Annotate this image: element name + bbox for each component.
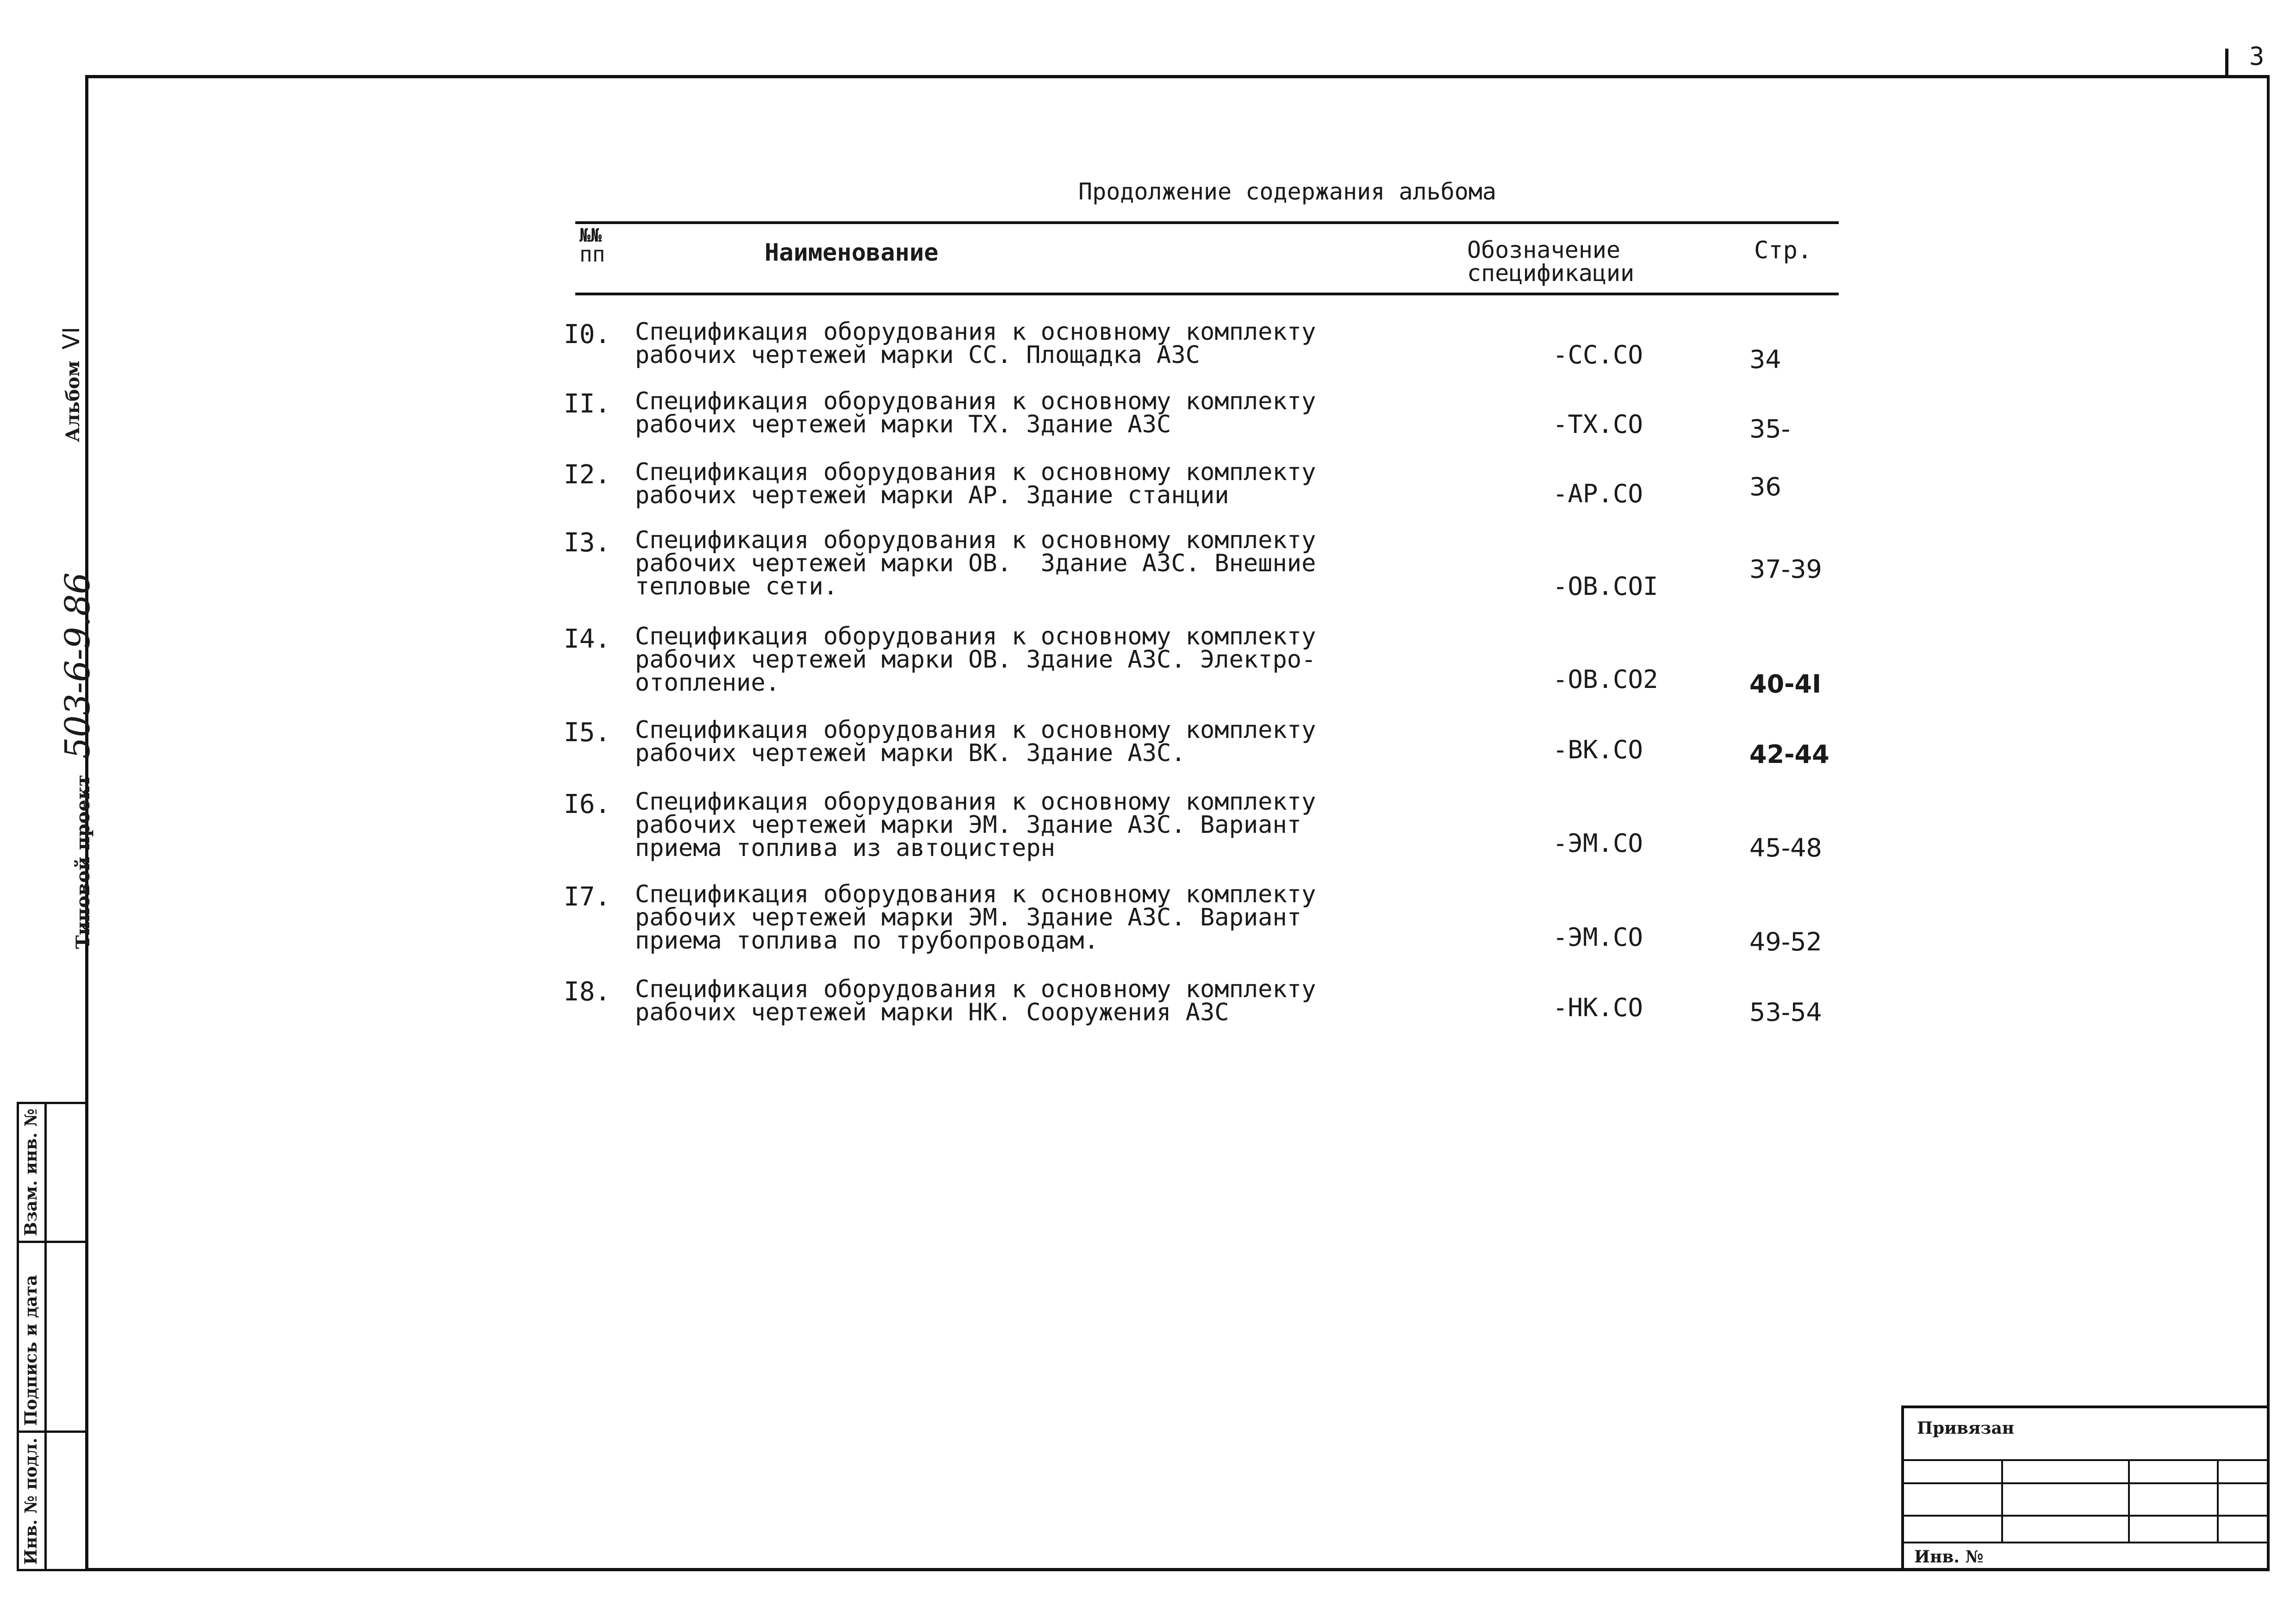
row-name: Спецификация оборудования к основному комплекту рабочих чертежей марки ТХ. Здание АЗС bbox=[635, 387, 1316, 438]
row-number: I4. bbox=[564, 624, 611, 654]
album-label: Альбом bbox=[62, 360, 84, 442]
page-number: 3 bbox=[2249, 42, 2265, 71]
row-page: 34 bbox=[1749, 345, 1781, 374]
row-number: I7. bbox=[564, 882, 611, 912]
title-block bbox=[1901, 1405, 2270, 1571]
row-page: 35- bbox=[1749, 414, 1791, 443]
row-page: 40-4I bbox=[1749, 669, 1822, 699]
row-code: -НК.СО bbox=[1553, 993, 1643, 1022]
header-number bbox=[579, 227, 605, 265]
row-code: -ЭМ.СО bbox=[1553, 923, 1643, 952]
row-number: II. bbox=[564, 389, 611, 419]
row-name: Спецификация оборудования к основному комплекту рабочих чертежей марки ОВ. Здание АЗС. Электро- отопление. bbox=[635, 623, 1316, 697]
inv-orig-caption: Инв. № подл. bbox=[21, 1437, 41, 1565]
row-page: 53-54 bbox=[1749, 998, 1822, 1027]
row-code: -ОВ.СО2 bbox=[1553, 665, 1658, 694]
row-number: I6. bbox=[564, 789, 611, 819]
row-name: Спецификация оборудования к основному комплекту рабочих чертежей марки СС. Площадка АЗС bbox=[635, 318, 1316, 369]
row-code: -ТХ.СО bbox=[1553, 410, 1643, 439]
header-name: Наименование bbox=[765, 239, 939, 267]
row-code: -ОВ.СОI bbox=[1553, 572, 1658, 601]
header-code-line1: Обозначение bbox=[1467, 237, 1621, 263]
header-number-line2: пп bbox=[579, 242, 605, 267]
inv-label: Инв. № bbox=[1914, 1547, 1984, 1567]
header-bottom-rule bbox=[575, 293, 1839, 295]
row-number: I8. bbox=[564, 977, 611, 1007]
signature-date-caption: Подпись и дата bbox=[21, 1274, 41, 1426]
row-page: 42-44 bbox=[1749, 740, 1829, 769]
project-label: Типовой проект bbox=[72, 775, 94, 949]
project-number: 503-6-9.86 bbox=[58, 572, 98, 759]
left-stamp bbox=[17, 1102, 85, 1571]
document-title: Продолжение содержания альбома bbox=[1078, 178, 1497, 205]
album-caption bbox=[58, 327, 85, 442]
replace-inv-caption: Взам. инв. № bbox=[21, 1108, 41, 1236]
header-code-line2: спецификации bbox=[1467, 260, 1635, 287]
row-number: I3. bbox=[564, 528, 611, 558]
row-code: -ЭМ.СО bbox=[1553, 829, 1643, 858]
page-number-divider bbox=[2225, 49, 2228, 78]
row-page: 37-39 bbox=[1749, 555, 1822, 584]
bound-label: Привязан bbox=[1917, 1418, 2015, 1438]
row-number: I0. bbox=[564, 319, 611, 350]
row-name: Спецификация оборудования к основному комплекту рабочих чертежей марки ВК. Здание АЗС. bbox=[635, 716, 1316, 767]
row-number: I5. bbox=[564, 718, 611, 748]
header-number-line1: №№ bbox=[579, 225, 602, 246]
row-code: -АР.СО bbox=[1553, 479, 1643, 508]
row-name: Спецификация оборудования к основному комплекту рабочих чертежей марки ОВ. Здание АЗС. Внешние тепловые сети. bbox=[635, 526, 1316, 600]
row-page: 49-52 bbox=[1749, 927, 1822, 956]
row-name: Спецификация оборудования к основному комплекту рабочих чертежей марки АР. Здание станции bbox=[635, 458, 1316, 509]
project-caption bbox=[58, 572, 98, 949]
row-name: Спецификация оборудования к основному комплекту рабочих чертежей марки ЭМ. Здание АЗС. Вариант приема топлива из автоцистерн bbox=[635, 788, 1316, 862]
row-name: Спецификация оборудования к основному комплекту рабочих чертежей марки ЭМ. Здание АЗС. Вариант приема топлива по трубопроводам. bbox=[635, 881, 1316, 955]
header-page: Стр. bbox=[1754, 237, 1812, 264]
row-number: I2. bbox=[564, 460, 611, 490]
album-roman: VI bbox=[58, 327, 85, 350]
row-page: 36 bbox=[1749, 472, 1781, 501]
row-name: Спецификация оборудования к основному комплекту рабочих чертежей марки НК. Сооружения АЗС bbox=[635, 975, 1316, 1026]
header-top-rule bbox=[575, 221, 1839, 224]
row-code: -СС.СО bbox=[1553, 340, 1643, 369]
row-page: 45-48 bbox=[1749, 833, 1822, 862]
row-code: -ВК.СО bbox=[1553, 735, 1643, 764]
header-code bbox=[1467, 238, 1634, 285]
